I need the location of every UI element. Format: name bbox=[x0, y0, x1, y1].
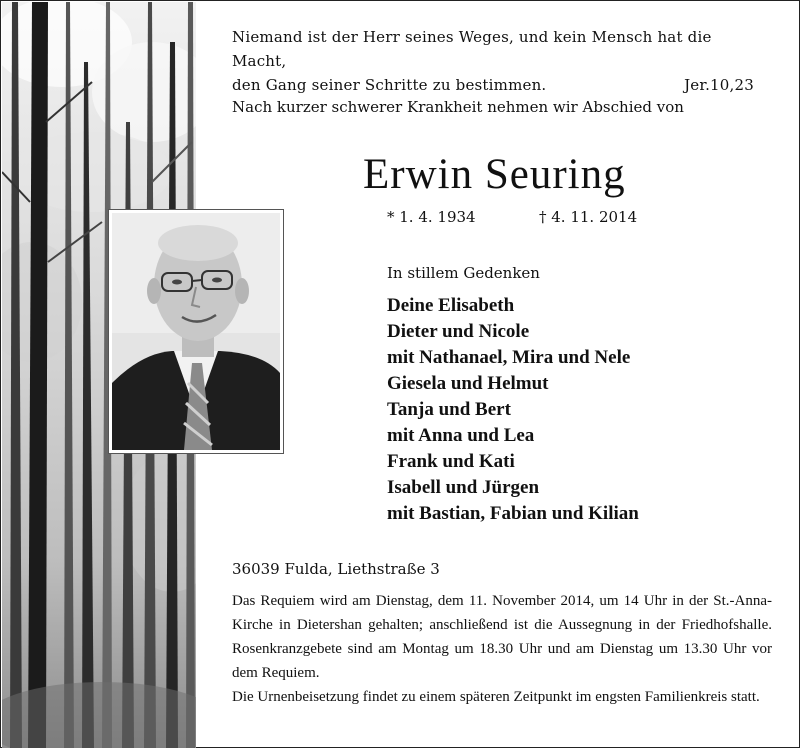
deceased-name: Erwin Seuring bbox=[363, 151, 626, 198]
mourner-item: Giesela und Helmut bbox=[387, 373, 549, 394]
mourner-item: Frank und Kati bbox=[387, 451, 515, 472]
mourners-list bbox=[387, 293, 639, 527]
birth-date: * 1. 4. 1934 bbox=[387, 208, 476, 226]
mourner-item: Deine Elisabeth bbox=[387, 295, 515, 316]
death-date: † 4. 11. 2014 bbox=[539, 208, 638, 226]
portrait-photo bbox=[108, 209, 284, 454]
mourner-item: mit Anna und Lea bbox=[387, 425, 535, 446]
bible-verse bbox=[232, 25, 754, 97]
verse-line-2: den Gang seiner Schritte zu bestimmen. bbox=[232, 76, 547, 94]
mourner-item: mit Bastian, Fabian und Kilian bbox=[387, 503, 639, 524]
verse-reference: Jer.10,23 bbox=[684, 76, 754, 94]
mourner-item: Isabell und Jürgen bbox=[387, 477, 540, 498]
mourner-item: mit Nathanael, Mira und Nele bbox=[387, 347, 631, 368]
mourner-item: Dieter und Nicole bbox=[387, 321, 530, 342]
verse-line-1: Niemand ist der Herr seines Weges, und kein Mensch hat die Macht, bbox=[232, 28, 712, 70]
mourner-item: Tanja und Bert bbox=[387, 399, 511, 420]
life-dates bbox=[387, 205, 687, 229]
family-address: 36039 Fulda, Liethstraße 3 bbox=[232, 560, 440, 578]
urn-paragraph: Die Urnenbeisetzung findet zu einem späteren Zeitpunkt im engsten Familienkreis statt. bbox=[232, 689, 760, 705]
requiem-paragraph: Das Requiem wird am Dienstag, dem 11. November 2014, um 14 Uhr in der St.-Anna-Kirche in Dietershan gehalten; anschließend ist die Aussegnung in der Friedhofshalle. Rosenkranzgebete sind am Montag um 18.30 Uhr und am Dienstag um 13.30 Uhr vor dem Requiem. bbox=[232, 593, 772, 681]
intro-text: Nach kurzer schwerer Krankheit nehmen wir Abschied von bbox=[232, 98, 684, 116]
gedenken-heading: In stillem Gedenken bbox=[387, 264, 540, 282]
funeral-notice bbox=[232, 589, 772, 709]
